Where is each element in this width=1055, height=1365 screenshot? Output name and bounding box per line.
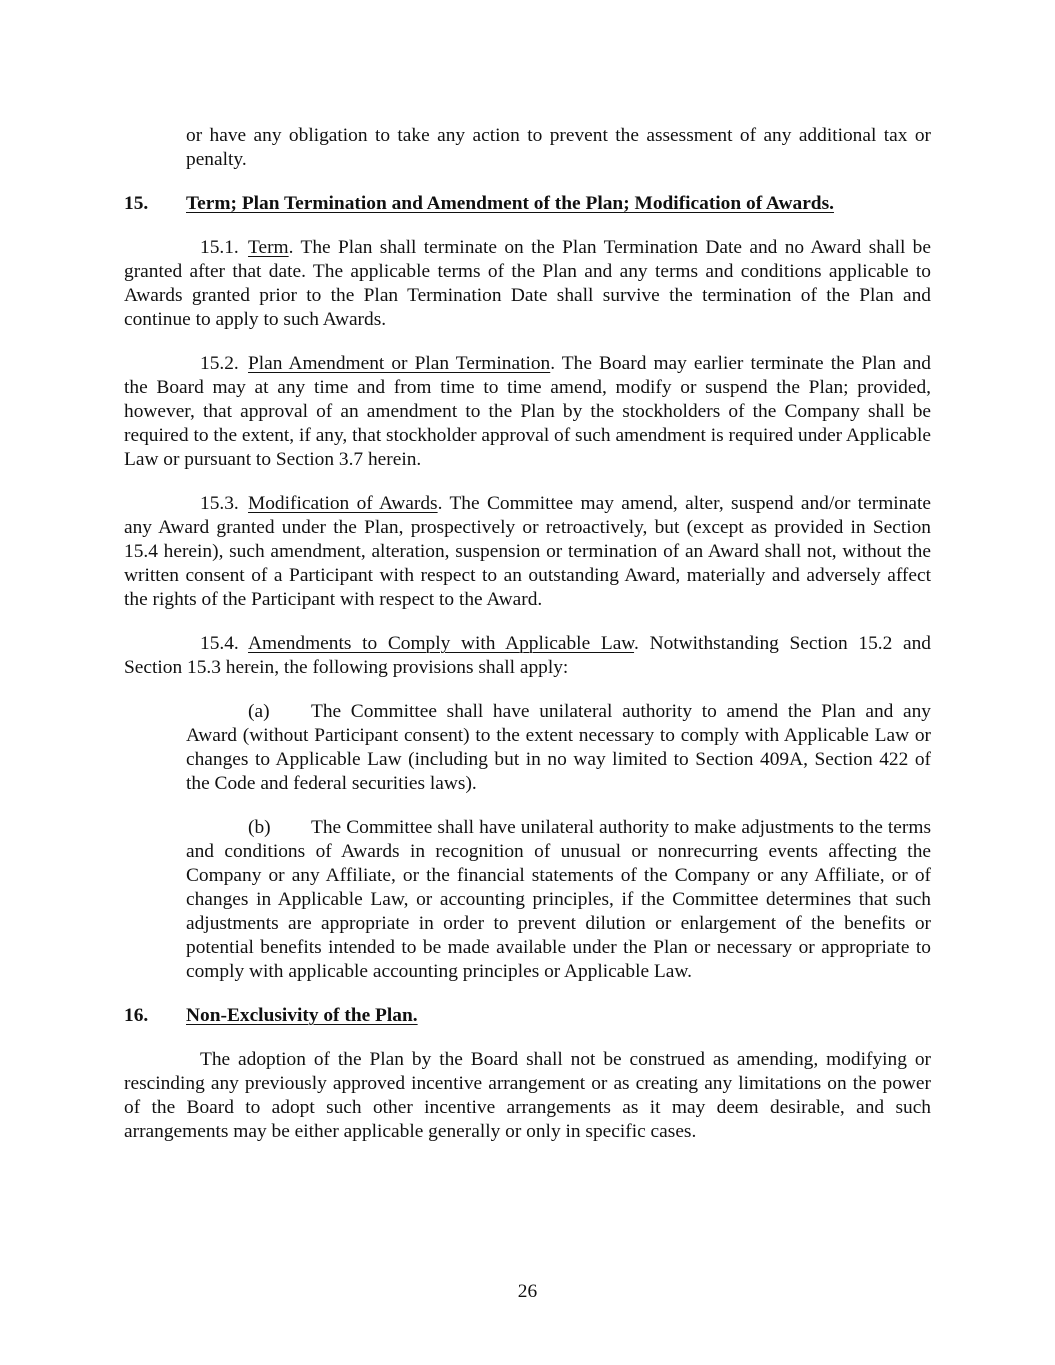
subsection-15-3 (124, 492, 931, 612)
continuation-paragraph: or have any obligation to take any action to prevent the assessment of any additional tax or penalty. (186, 125, 931, 170)
subsection-text: . Notwithstanding Section 15.2 and Section 15.3 herein, the following provisions shall apply: (124, 633, 931, 678)
subsection-15-4 (124, 632, 931, 680)
subsection-title: Modification of Awards (248, 493, 438, 514)
subsection-15-2 (124, 352, 931, 472)
page-number: 26 (517, 1281, 538, 1302)
section-number: 15. (124, 193, 149, 214)
item-label: (a) (248, 701, 270, 722)
item-b (124, 816, 931, 984)
subsection-number: 15.4. (200, 633, 239, 654)
item-a (124, 700, 931, 796)
subsection-number: 15.1. (200, 237, 239, 258)
section-title: Term; Plan Termination and Amendment of the Plan; Modification of Awards. (186, 193, 834, 214)
item-text: The Committee shall have unilateral authority to make adjustments to the terms and conditions of Awards in recognition of unusual or nonrecurring events affecting the Company or any Affiliate, or the financial statements of the Company or any Affiliate, or of changes in Applicable Law, or accounting principles, if the Committee determines that such adjustments are appropriate in order to prevent dilution or enlargement of the benefits or potential benefits intended to be made available under the Plan or necessary or appropriate to comply with applicable accounting principles or Applicable Law. (186, 817, 931, 982)
section-16-heading (124, 1004, 931, 1028)
subsection-title: Term (248, 237, 289, 258)
subsection-text: . The Plan shall terminate on the Plan Termination Date and no Award shall be granted after that date. The applicable terms of the Plan and any terms and conditions applicable to Awards granted prior to the Plan Termination Date shall survive the termination of the Plan and continue to apply to such Awards. (124, 237, 931, 330)
section-number: 16. (124, 1005, 149, 1026)
document-page (124, 124, 931, 1144)
section-16-paragraph: The adoption of the Plan by the Board shall not be construed as amending, modifying or rescinding any previously approved incentive arrangement or as creating any limitations on the power of the Board to adopt such other incentive arrangements as it may deem desirable, and such arrangements may be either applicable generally or only in specific cases. (124, 1049, 931, 1142)
item-label: (b) (248, 817, 271, 838)
subsection-text: . The Board may earlier terminate the Plan and the Board may at any time and from time to time amend, modify or suspend the Plan; provided, however, that approval of an amendment to the Plan by the stockholders of the Company shall be required to the extent, if any, that stockholder approval of such amendment is required under Applicable Law or pursuant to Section 3.7 herein. (124, 353, 931, 470)
section-title: Non-Exclusivity of the Plan. (186, 1005, 418, 1026)
subsection-title: Plan Amendment or Plan Termination (248, 353, 551, 374)
subsection-text: . The Committee may amend, alter, suspend and/or terminate any Award granted under the Plan, prospectively or retroactively, but (except as provided in Section 15.4 herein), such amendment, alteration, suspension or termination of an Award shall not, without the written consent of a Participant with respect to an outstanding Award, materially and adversely affect the rights of the Participant with respect to the Award. (124, 493, 931, 610)
subsection-title: Amendments to Comply with Applicable Law (248, 633, 635, 654)
section-15-heading (124, 192, 931, 216)
subsection-number: 15.2. (200, 353, 239, 374)
subsection-15-1 (124, 236, 931, 332)
item-text: The Committee shall have unilateral authority to amend the Plan and any Award (without Participant consent) to the extent necessary to comply with Applicable Law or changes to Applicable Law (including but in no way limited to Section 409A, Section 422 of the Code and federal securities laws). (186, 701, 931, 794)
subsection-number: 15.3. (200, 493, 239, 514)
